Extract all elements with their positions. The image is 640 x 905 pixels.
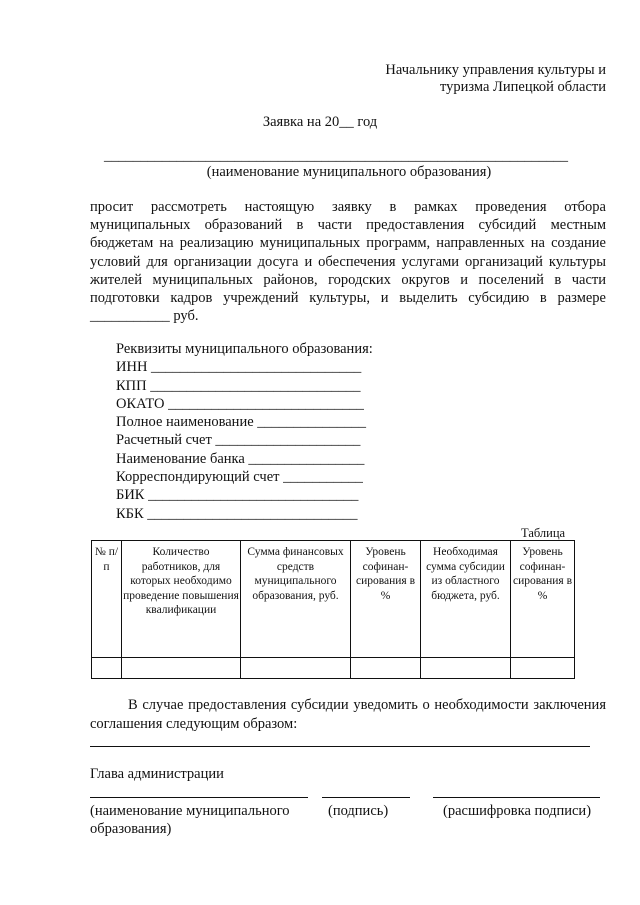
requisite-bik: БИК _____________________________ [116,487,359,504]
municipality-name-caption: (наименование муниципального образования) [206,164,492,180]
table-label: Таблица [521,526,566,540]
table-row [92,658,575,679]
table-cell [241,658,351,679]
municipality-caption [90,802,290,838]
requisite-bank-name: Наименование банка ________________ [116,450,365,467]
table-header-cell: Уровень софинан-сирования в % [351,541,421,658]
requisite-account: Расчетный счет ____________________ [116,432,361,449]
notice-fill-line [90,734,590,747]
signature-decode-caption: (расшифровка подписи) [443,803,592,819]
municipality-name-line: ________________________________________________________________ [104,148,568,164]
table-cell [511,658,575,679]
signature-decode-line [433,796,600,798]
requisite-corr-account: Корреспондирующий счет ___________ [116,469,363,486]
municipality-caption-line-2: образования) [90,821,172,837]
addressee-line-1: Начальнику управления культуры и [385,62,606,78]
table-header-cell: Необходимая сумма субсидии из областного бюджета, руб. [421,541,511,658]
municipality-caption-line-1: (наименование муниципального [90,803,290,819]
table-cell [421,658,511,679]
table-header-row [92,541,575,658]
subsidy-table [91,540,575,679]
table-header-cell: № п/п [92,541,122,658]
signature-caption: (подпись) [328,803,389,819]
addressee-line-2: туризма Липецкой области [439,79,606,95]
notice-text: В случае предоставления субсидии уведомить о необходимости заключения соглашения следующим образом: [90,697,606,732]
table-header-cell: Количество работников, для которых необходимо проведение повышения квалификации [122,541,241,658]
requisites-title: Реквизиты муниципального образования: [116,341,373,357]
head-of-administration-label: Глава администрации [90,766,224,782]
table-cell [122,658,241,679]
table-cell [351,658,421,679]
requisites-block [116,340,373,523]
request-paragraph: просит рассмотреть настоящую заявку в рамках проведения отбора муниципальных образований в части предоставления субсидий местным бюджетам на реализацию муниципальных программ, направленных на создание условий для организации досуга и обеспечения услугами организаций культуры жителей муниципальных районов, городских округов и поселений в части подготовки кадров учреждений культуры, и выделить субсидию в размере ___________ руб. [90,199,606,325]
requisite-full-name: Полное наименование _______________ [116,414,367,431]
requisite-inn: ИНН _____________________________ [116,359,362,376]
table-cell [92,658,122,679]
requisite-okato: ОКАТО ___________________________ [116,395,364,412]
table-header-cell: Уровень софинан-сирования в % [511,541,575,658]
notice-paragraph [90,696,606,733]
table-header-cell: Сумма финансовых средств муниципального образования, руб. [241,541,351,658]
addressee-block [0,62,606,96]
requisite-kpp: КПП _____________________________ [116,377,361,394]
signature-line [322,796,410,798]
requisite-kbk: КБК _____________________________ [116,505,358,522]
municipality-signature-line [90,796,308,798]
document-title: Заявка на 20__ год [262,114,378,130]
